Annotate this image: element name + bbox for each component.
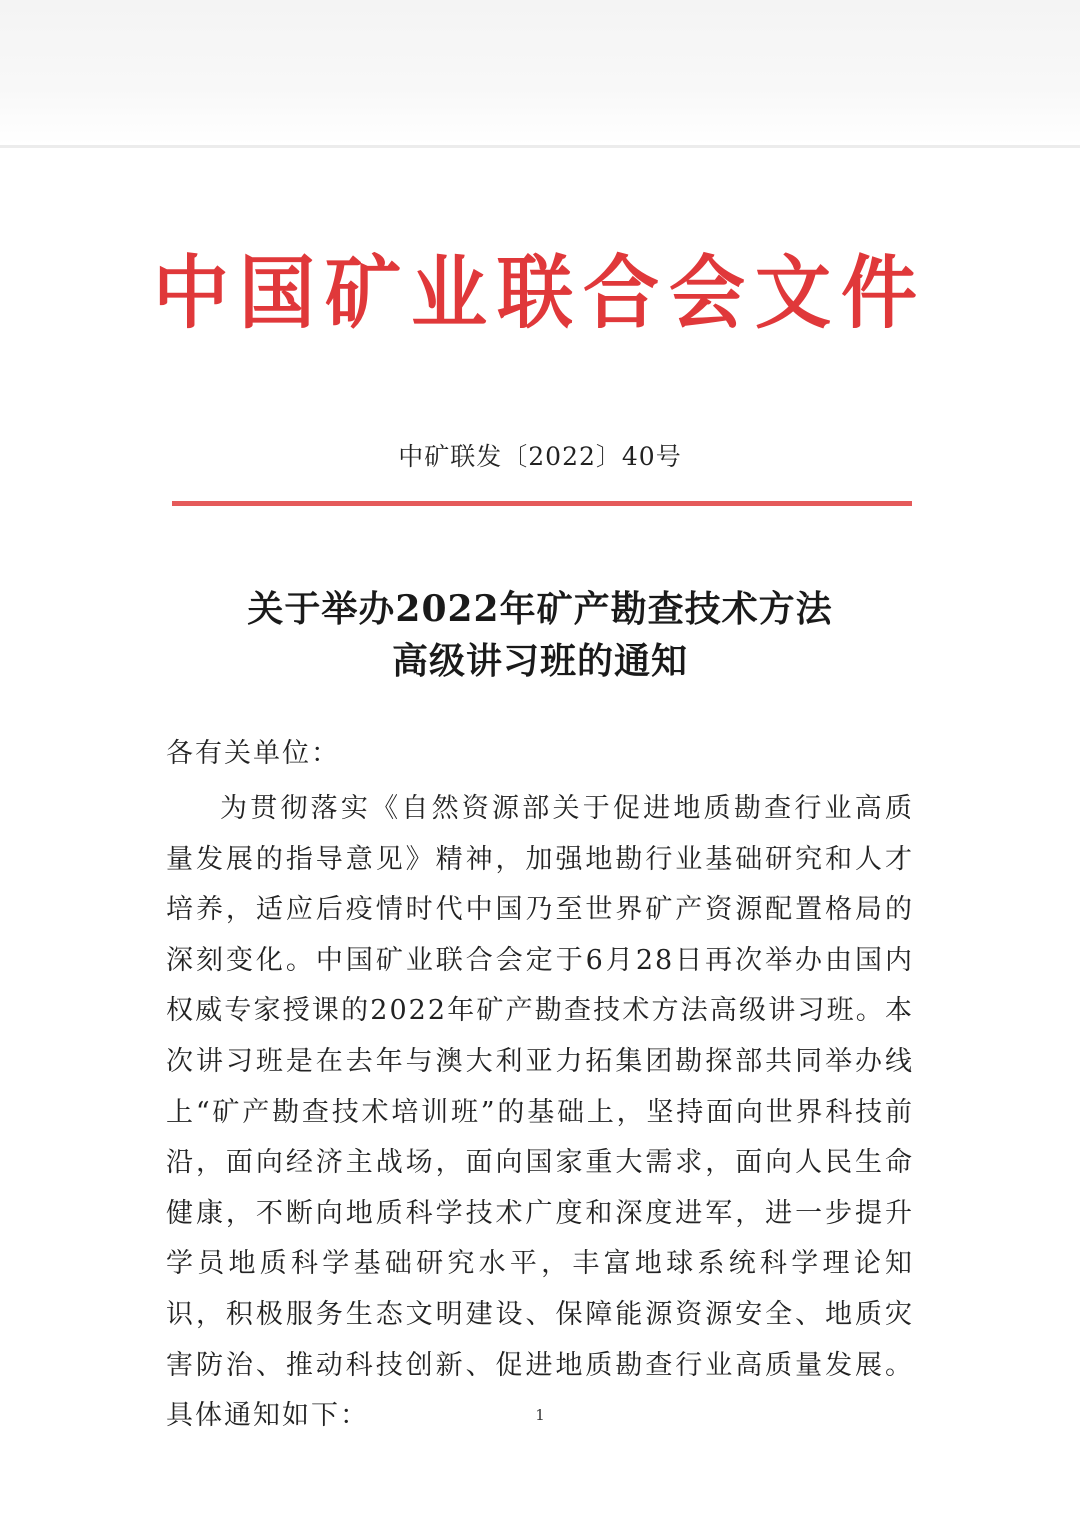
red-divider-rule (172, 501, 912, 506)
body-paragraph: 为贯彻落实《自然资源部关于促进地质勘查行业高质量发展的指导意见》精神，加强地勘行业基础研究和人才培养，适应后疫情时代中国乃至世界矿产资源配置格局的深刻变化。中国矿业联合会定于6月28日再次举办由国内权威专家授课的2022年矿产勘查技术方法高级讲习班。本次讲习班是在去年与澳大利亚力拓集团勘探部共同举办线上“矿产勘查技术培训班”的基础上，坚持面向世界科技前沿，面向经济主战场，面向国家重大需求，面向人民生命健康，不断向地质科学技术广度和深度进军，进一步提升学员地质科学基础研究水平，丰富地球系统科学理论知识，积极服务生态文明建设、保障能源资源安全、地质灾害防治、推动科技创新、促进地质勘查行业高质量发展。具体通知如下： (166, 793, 914, 1432)
notice-title-line-2: 高级讲习班的通知 (391, 640, 688, 682)
salutation: 各有关单位： (166, 738, 340, 769)
notice-title-line-1: 关于举办2022年矿产勘查技术方法 (247, 588, 833, 630)
document-header-title: 中国矿业联合会文件 (153, 245, 927, 340)
scan-shadow (0, 0, 1080, 145)
document-number: 中矿联发〔2022〕40号 (398, 442, 682, 471)
notice-title (0, 583, 1080, 687)
scan-edge (0, 145, 1080, 148)
page-number: 1 (535, 1406, 545, 1424)
